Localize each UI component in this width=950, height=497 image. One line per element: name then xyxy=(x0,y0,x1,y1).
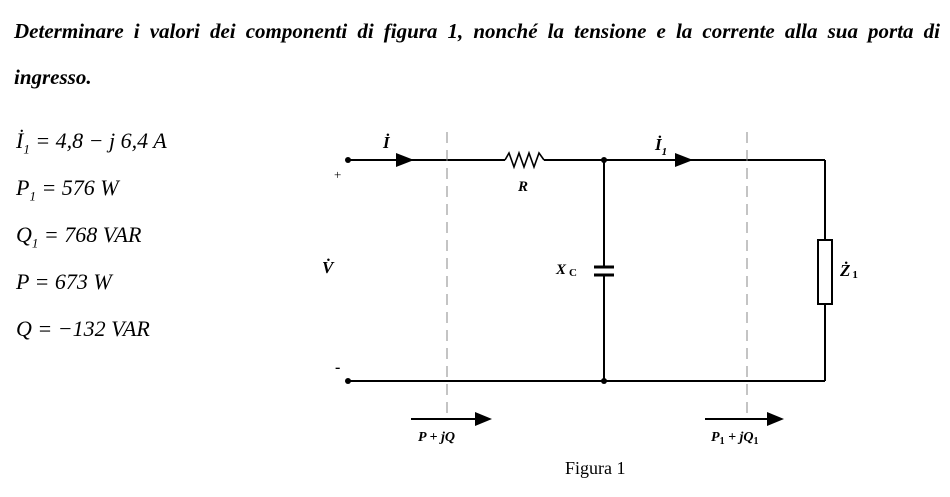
given-subscript: 1 xyxy=(23,141,30,157)
voltage-label: V̇ xyxy=(322,258,334,277)
resistor-symbol xyxy=(505,153,544,167)
resistor-label: R xyxy=(518,179,529,195)
given-expression: = −132 VAR xyxy=(31,316,150,341)
given-symbol: Q xyxy=(16,316,32,341)
given-symbol: Q xyxy=(16,222,32,247)
impedance-box xyxy=(818,240,832,304)
power-in-label: P + jQ xyxy=(418,430,456,445)
power-load-label xyxy=(711,430,759,447)
power-load-p: P xyxy=(711,430,720,445)
capacitor-subscript: C xyxy=(569,267,577,279)
plus-sign: + xyxy=(334,167,342,182)
input-terminal-top xyxy=(345,157,351,163)
given-symbol: P xyxy=(16,175,30,200)
given-expression: = 768 VAR xyxy=(38,222,142,247)
given-symbol: P xyxy=(16,269,30,294)
minus-sign: - xyxy=(335,359,341,376)
given-subscript: 1 xyxy=(31,235,39,251)
current-in-arrow xyxy=(396,153,414,167)
current-load-arrow xyxy=(675,153,693,167)
power-load-arrow-head xyxy=(767,412,784,426)
impedance-subscript: 1 xyxy=(852,269,858,281)
current-load-label xyxy=(654,135,667,158)
impedance-label xyxy=(839,261,858,281)
input-terminal-bottom xyxy=(345,378,351,384)
capacitor-label xyxy=(555,262,577,279)
power-in-arrow-head xyxy=(475,412,492,426)
figure-caption: Figura 1 xyxy=(565,458,626,478)
power-load-mid: + jQ xyxy=(724,430,754,445)
given-symbol: İ xyxy=(16,128,24,153)
current-load-subscript: 1 xyxy=(661,146,668,158)
current-in-label: İ xyxy=(383,133,390,152)
impedance-symbol: Ż xyxy=(840,261,851,280)
capacitor-symbol: X xyxy=(556,262,567,278)
given-expression: = 4,8 − j 6,4 A xyxy=(29,128,167,153)
power-load-q-subscript: 1 xyxy=(753,436,759,447)
power-load-p-subscript: 1 xyxy=(719,436,725,447)
problem-statement: Determinare i valori dei componenti di figura 1, nonché la tensione e la corrente alla sua porta di ingresso. xyxy=(14,19,940,89)
given-expression: = 576 W xyxy=(35,175,119,200)
given-subscript: 1 xyxy=(29,188,36,204)
given-expression: = 673 W xyxy=(29,269,112,294)
current-load-symbol: İ xyxy=(655,135,662,154)
